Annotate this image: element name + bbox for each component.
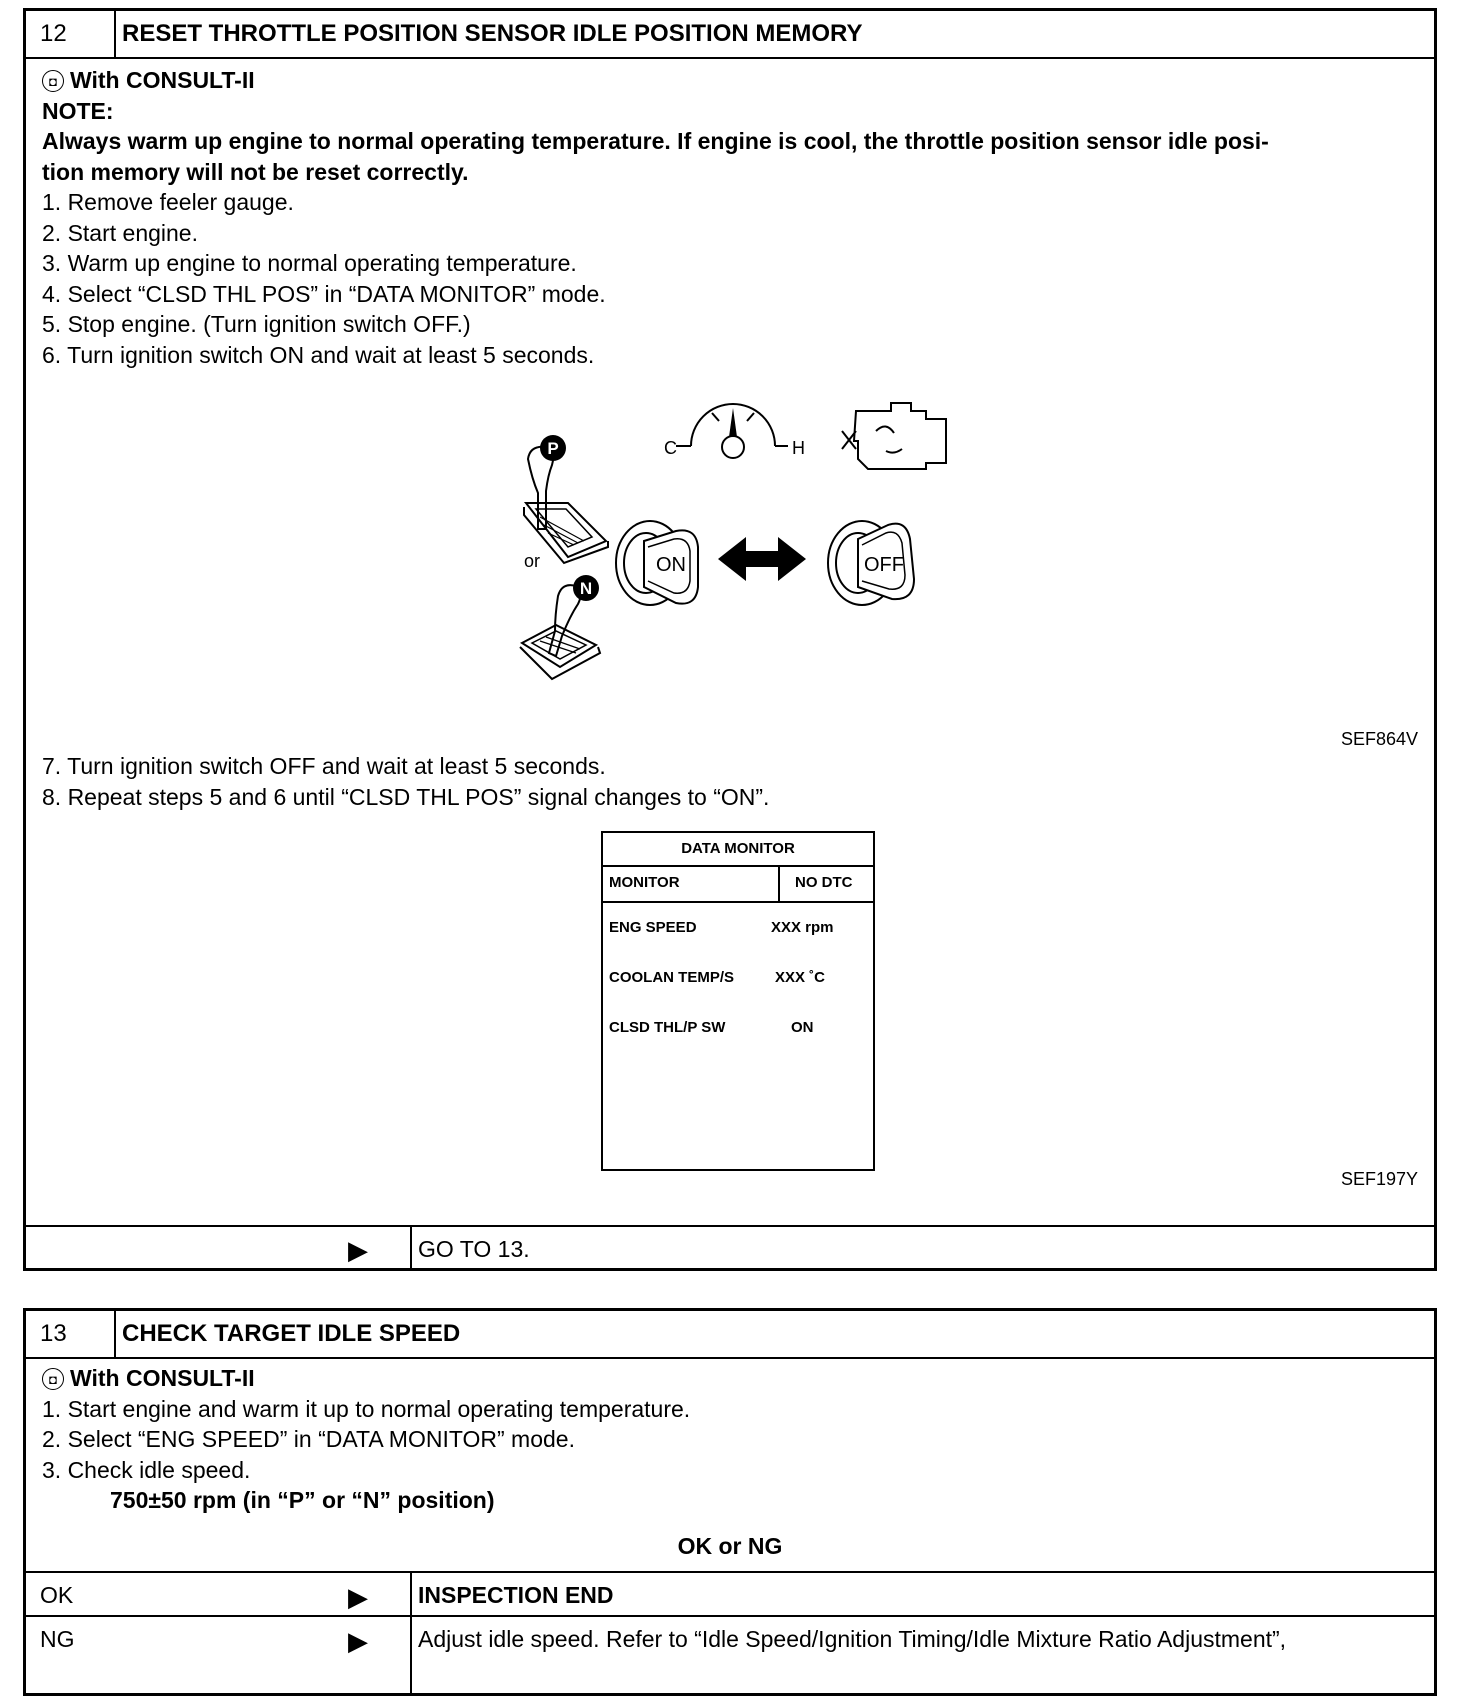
list-item: 6. Turn ignition switch ON and wait at least 5 seconds. bbox=[42, 341, 595, 368]
gauge-hot-label: H bbox=[792, 438, 805, 458]
goto-row bbox=[26, 1225, 1434, 1270]
arrow-icon: ▶ bbox=[348, 1626, 368, 1656]
list-item: 1. Remove feeler gauge. bbox=[42, 189, 294, 215]
figure-code: SEF864V bbox=[1340, 729, 1418, 749]
engine-icon bbox=[842, 403, 946, 469]
step-title: RESET THROTTLE POSITION SENSOR IDLE POSITION MEMORY bbox=[122, 20, 863, 47]
idle-speed-spec: 750±50 rpm (in “P” or “N” position) bbox=[110, 1487, 495, 1513]
monitor-item-value: ON bbox=[791, 1019, 814, 1036]
arrow-icon: ▶ bbox=[348, 1582, 368, 1612]
monitor-item-label: ENG SPEED bbox=[609, 919, 697, 936]
step-12-block bbox=[23, 8, 1437, 1271]
data-monitor-header bbox=[603, 865, 873, 903]
ng-label: NG bbox=[40, 1626, 75, 1652]
step-number: 12 bbox=[26, 11, 116, 57]
monitor-item-label: CLSD THL/P SW bbox=[609, 1019, 726, 1036]
park-badge-label: P bbox=[547, 439, 559, 458]
gauge-cold-label: C bbox=[664, 438, 677, 458]
ok-row bbox=[26, 1571, 1434, 1617]
step-12-header bbox=[26, 11, 1434, 59]
or-label: or bbox=[524, 551, 541, 571]
list-item: 3. Warm up engine to normal operating temperature. bbox=[42, 250, 577, 276]
column-divider bbox=[410, 1573, 412, 1617]
column-divider bbox=[410, 1617, 412, 1695]
step-number: 13 bbox=[26, 1311, 116, 1357]
ng-result: Adjust idle speed. Refer to “Idle Speed/Ignition Timing/Idle Mixture Ratio Adjustment”, bbox=[418, 1626, 1287, 1652]
dtc-status-label: NO DTC bbox=[795, 874, 853, 891]
temperature-gauge-icon bbox=[664, 404, 805, 458]
consult-label: With CONSULT-II bbox=[70, 1365, 255, 1391]
goto-link[interactable]: GO TO 13. bbox=[418, 1236, 530, 1262]
ok-or-ng-label: OK or NG bbox=[677, 1533, 783, 1559]
neutral-badge-label: N bbox=[579, 579, 593, 598]
ok-result: INSPECTION END bbox=[418, 1582, 614, 1608]
consult-line bbox=[42, 65, 255, 96]
consult-icon: ◘ bbox=[42, 1368, 64, 1390]
consult-line bbox=[42, 1363, 255, 1394]
monitor-item-label: COOLAN TEMP/S bbox=[609, 969, 735, 986]
list-item: 1. Start engine and warm it up to normal operating temperature. bbox=[42, 1395, 691, 1422]
ignition-procedure-illustration bbox=[496, 391, 1016, 741]
step-13-block bbox=[23, 1308, 1437, 1696]
note-label: NOTE: bbox=[42, 97, 114, 124]
monitor-item-value: XXX rpm bbox=[771, 919, 834, 936]
figure-code: SEF197Y bbox=[1340, 1169, 1418, 1189]
list-item: 7. Turn ignition switch OFF and wait at least 5 seconds. bbox=[42, 753, 606, 779]
column-divider bbox=[410, 1227, 412, 1270]
monitor-item-value: XXX ˚C bbox=[775, 969, 826, 986]
list-item: 8. Repeat steps 5 and 6 until “CLSD THL POS” signal changes to “ON”. bbox=[42, 783, 770, 810]
arrow-icon: ▶ bbox=[348, 1235, 368, 1265]
ng-row bbox=[26, 1615, 1434, 1695]
list-item: 3. Check idle speed. bbox=[42, 1456, 251, 1483]
step-title: CHECK TARGET IDLE SPEED bbox=[122, 1320, 461, 1347]
list-item: 4. Select “CLSD THL POS” in “DATA MONITOR” mode. bbox=[42, 280, 606, 307]
list-item: 2. Select “ENG SPEED” in “DATA MONITOR” mode. bbox=[42, 1426, 575, 1452]
data-monitor-screen bbox=[601, 831, 875, 1171]
consult-icon: ◘ bbox=[42, 70, 64, 92]
consult-label: With CONSULT-II bbox=[70, 67, 255, 93]
double-arrow-icon bbox=[718, 537, 806, 581]
key-on-label: ON bbox=[656, 554, 686, 576]
note-line: tion memory will not be reset correctly. bbox=[42, 158, 469, 185]
list-item: 5. Stop engine. (Turn ignition switch OFF.) bbox=[42, 311, 471, 337]
shift-lever-park-icon bbox=[524, 447, 608, 563]
key-off-label: OFF bbox=[864, 554, 904, 576]
ok-label: OK bbox=[40, 1582, 74, 1608]
note-line: Always warm up engine to normal operating temperature. If engine is cool, the throttle position sensor idle posi- bbox=[42, 128, 1269, 154]
column-divider bbox=[778, 865, 780, 901]
data-monitor-title: DATA MONITOR bbox=[603, 833, 873, 867]
monitor-column-label: MONITOR bbox=[609, 874, 680, 891]
step-13-header bbox=[26, 1311, 1434, 1359]
list-item: 2. Start engine. bbox=[42, 219, 198, 246]
